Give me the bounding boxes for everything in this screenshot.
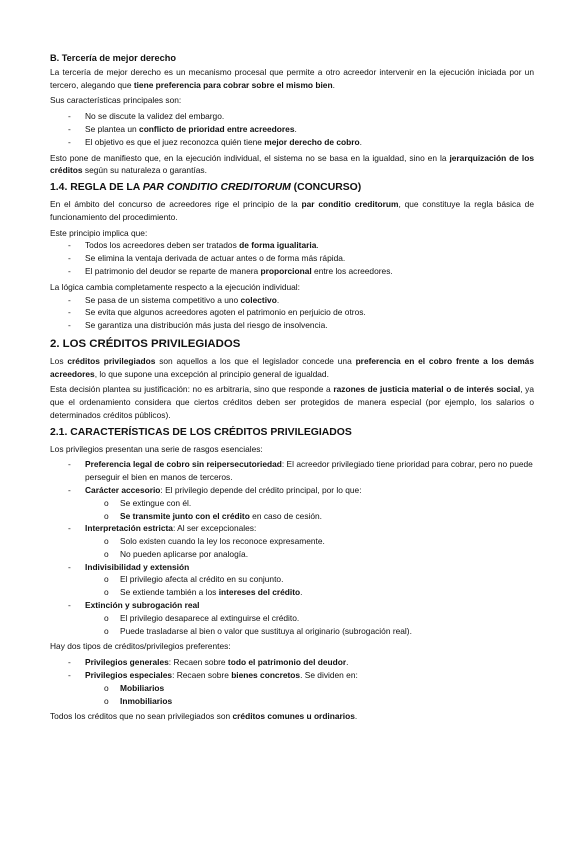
sub-list-item xyxy=(50,695,534,708)
bold-text: Carácter accesorio xyxy=(85,484,161,495)
text: Se elimina la ventaja derivada de actuar antes o de forma más rápida. xyxy=(85,253,346,264)
bold-text: proporcional xyxy=(260,265,312,276)
bold-text: Inmobiliarios xyxy=(120,695,173,706)
bold-text: conflicto de prioridad entre acreedores xyxy=(139,123,295,134)
text: : Al ser excepcionales: xyxy=(172,523,257,534)
text: Se extingue con él. xyxy=(120,497,192,508)
text: : El acreedor privilegiado tiene prioridad para cobrar, pero no puede perseguir el bien en manos de terceros. xyxy=(85,459,533,483)
list-item xyxy=(50,484,534,497)
text: Esto pone de manifiesto que, en la ejecución individual, el sistema no se basa en la igualdad, sino en la xyxy=(50,152,450,163)
sub-list-item xyxy=(50,535,534,548)
list-item xyxy=(50,669,534,682)
bold-text: Se transmite junto con el crédito xyxy=(120,510,250,521)
section-1-4-para-2: Este principio implica que: xyxy=(50,227,148,238)
text: : El privilegio depende del crédito principal, por lo que: xyxy=(160,484,362,495)
bold-text: Extinción y subrogación real xyxy=(85,600,200,611)
text: . xyxy=(294,123,297,134)
sub-list xyxy=(50,682,534,708)
section-2-title: 2. LOS CRÉDITOS PRIVILEGIADOS xyxy=(50,337,241,350)
text: Los xyxy=(50,355,68,366)
text: El objetivo es que el juez reconozca quién tiene xyxy=(85,136,265,147)
list-item xyxy=(50,561,534,574)
sub-list-item xyxy=(50,548,534,561)
bold-text: Interpretación estricta xyxy=(85,523,173,534)
section-2-1-para-3 xyxy=(50,710,534,723)
bold-text: tiene preferencia para cobrar sobre el mismo bien xyxy=(133,79,333,90)
bold-text: Indivisibilidad y extensión xyxy=(85,561,190,572)
text: . xyxy=(354,711,358,722)
bold-text: Preferencia legal de cobro sin reipersecutoriedad xyxy=(85,459,282,470)
sub-list-item xyxy=(50,612,534,625)
sub-list xyxy=(50,497,534,523)
text: Se pasa de un sistema competitivo a uno xyxy=(85,294,241,305)
text: : Recaen sobre xyxy=(172,670,232,681)
text: . xyxy=(300,587,303,598)
section-b-para-2: Sus características principales son: xyxy=(50,95,182,106)
section-2-1-para-2: Hay dos tipos de créditos/privilegios preferentes: xyxy=(50,641,231,652)
text: Esta decisión plantea su justificación: no es arbitraria, sino que responde a xyxy=(50,384,334,395)
section-2-1-list-1 xyxy=(50,458,534,637)
text: . Se dividen en: xyxy=(300,670,358,681)
list-item xyxy=(50,656,534,669)
bold-text: Privilegios generales xyxy=(85,657,169,668)
text: : Recaen sobre xyxy=(168,657,228,668)
bold-text: créditos comunes u ordinarios xyxy=(232,711,355,722)
text: La tercería de mejor derecho es un mecanismo procesal que permite a otro acreedor intervenir en la ejecución iniciada por un tercero, alegando que xyxy=(50,66,534,90)
text: en caso de cesión. xyxy=(249,510,323,521)
list-item xyxy=(50,294,534,307)
text: entre los acreedores. xyxy=(311,265,393,276)
list-item xyxy=(50,319,534,332)
text: Puede trasladarse al bien o valor que sustituya al originario (subrogación real). xyxy=(120,625,412,636)
section-2-1-title: 2.1. CARACTERÍSTICAS DE LOS CRÉDITOS PRIVILEGIADOS xyxy=(50,426,352,438)
sub-list xyxy=(50,612,534,638)
bold-text: Privilegios especiales xyxy=(85,670,173,681)
section-2-1-para-1: Los privilegios presentan una serie de rasgos esenciales: xyxy=(50,443,263,454)
text: El patrimonio del deudor se reparte de manera xyxy=(85,265,261,276)
section-1-4-para-3: La lógica cambia completamente respecto a la ejecución individual: xyxy=(50,281,300,292)
text: . xyxy=(332,79,335,90)
text: . xyxy=(276,294,280,305)
text: , ya que el ordenamiento considera que ciertos créditos deben ser protegidos de manera especial (por ejemplo, los salarios o determinados créditos públicos). xyxy=(50,384,534,420)
list-item xyxy=(50,599,534,612)
bold-text: jerarquización de los créditos xyxy=(50,152,534,176)
list-item xyxy=(50,522,534,535)
section-b-para-1 xyxy=(50,66,534,92)
list-item xyxy=(50,306,534,319)
text: . xyxy=(346,657,349,668)
text: son aquellos a los que el legislador concede una xyxy=(155,355,356,366)
list-item xyxy=(50,123,534,136)
document-page xyxy=(50,52,534,726)
text: El privilegio afecta al crédito en su conjunto. xyxy=(120,574,284,585)
section-b-list xyxy=(50,110,534,148)
bold-text: bienes concretos xyxy=(231,670,301,681)
text: No pueden aplicarse por analogía. xyxy=(120,548,249,559)
text: Se extiende también a los xyxy=(120,587,219,598)
text: No se discute la validez del embargo. xyxy=(85,111,225,122)
text: . xyxy=(359,136,362,147)
section-b-para-3 xyxy=(50,152,534,178)
sub-list-item xyxy=(50,682,534,695)
sub-list-item xyxy=(50,510,534,523)
bold-text: preferencia en el cobro frente a los demás acreedores xyxy=(50,355,534,379)
bold-text: Mobiliarios xyxy=(120,682,165,693)
bold-text: de forma igualitaria xyxy=(239,240,317,251)
sub-list-item xyxy=(50,625,534,638)
section-1-4-title-c: (CONCURSO) xyxy=(290,182,362,194)
section-2-1-list-2 xyxy=(50,656,534,707)
text: , lo que supone una excepción al principio general de igualdad. xyxy=(94,368,329,379)
list-item xyxy=(50,239,534,252)
text: Se evita que algunos acreedores agoten el patrimonio en perjuicio de otros. xyxy=(85,307,366,318)
list-item xyxy=(50,136,534,149)
bold-text: par conditio creditorum xyxy=(301,198,399,209)
bold-text: colectivo xyxy=(240,294,277,305)
text: Solo existen cuando la ley los reconoce expresamente. xyxy=(120,536,325,547)
bold-text: créditos privilegiados xyxy=(67,355,156,366)
section-1-4-list-1 xyxy=(50,239,534,277)
text: Todos los acreedores deben ser tratados xyxy=(85,240,240,251)
text: . xyxy=(316,240,319,251)
section-1-4-list-2 xyxy=(50,294,534,332)
list-item xyxy=(50,265,534,278)
bold-text: intereses del crédito xyxy=(218,587,301,598)
bold-text: todo el patrimonio del deudor xyxy=(227,657,347,668)
sub-list-item xyxy=(50,586,534,599)
sub-list xyxy=(50,573,534,599)
sub-list-item xyxy=(50,497,534,510)
section-2-para-1 xyxy=(50,355,534,381)
section-1-4-title-a: 1.4. REGLA DE LA xyxy=(50,182,143,194)
bold-text: mejor derecho de cobro xyxy=(264,136,360,147)
section-1-4-title xyxy=(50,182,534,195)
text: El privilegio desaparece al extinguirse el crédito. xyxy=(120,612,300,623)
text: Se plantea un xyxy=(85,123,140,134)
bold-text: razones de justicia material o de interés social xyxy=(333,384,521,395)
text: Todos los créditos que no sean privilegiados son xyxy=(50,711,233,722)
section-1-4-para-1 xyxy=(50,198,534,224)
section-1-4-title-b: PAR CONDITIO CREDITORUM xyxy=(142,182,291,194)
list-item xyxy=(50,458,534,484)
text: según su naturaleza o garantías. xyxy=(82,165,207,176)
text: , que constituye la regla básica de funcionamiento del procedimiento. xyxy=(50,198,535,222)
text: En el ámbito del concurso de acreedores rige el principio de la xyxy=(50,198,302,209)
sub-list xyxy=(50,535,534,561)
text: Se garantiza una distribución más justa del riesgo de insolvencia. xyxy=(85,320,328,331)
sub-list-item xyxy=(50,573,534,586)
list-item xyxy=(50,110,534,123)
section-b-title: B. Tercería de mejor derecho xyxy=(50,53,176,63)
section-2-para-2 xyxy=(50,383,534,421)
list-item xyxy=(50,252,534,265)
